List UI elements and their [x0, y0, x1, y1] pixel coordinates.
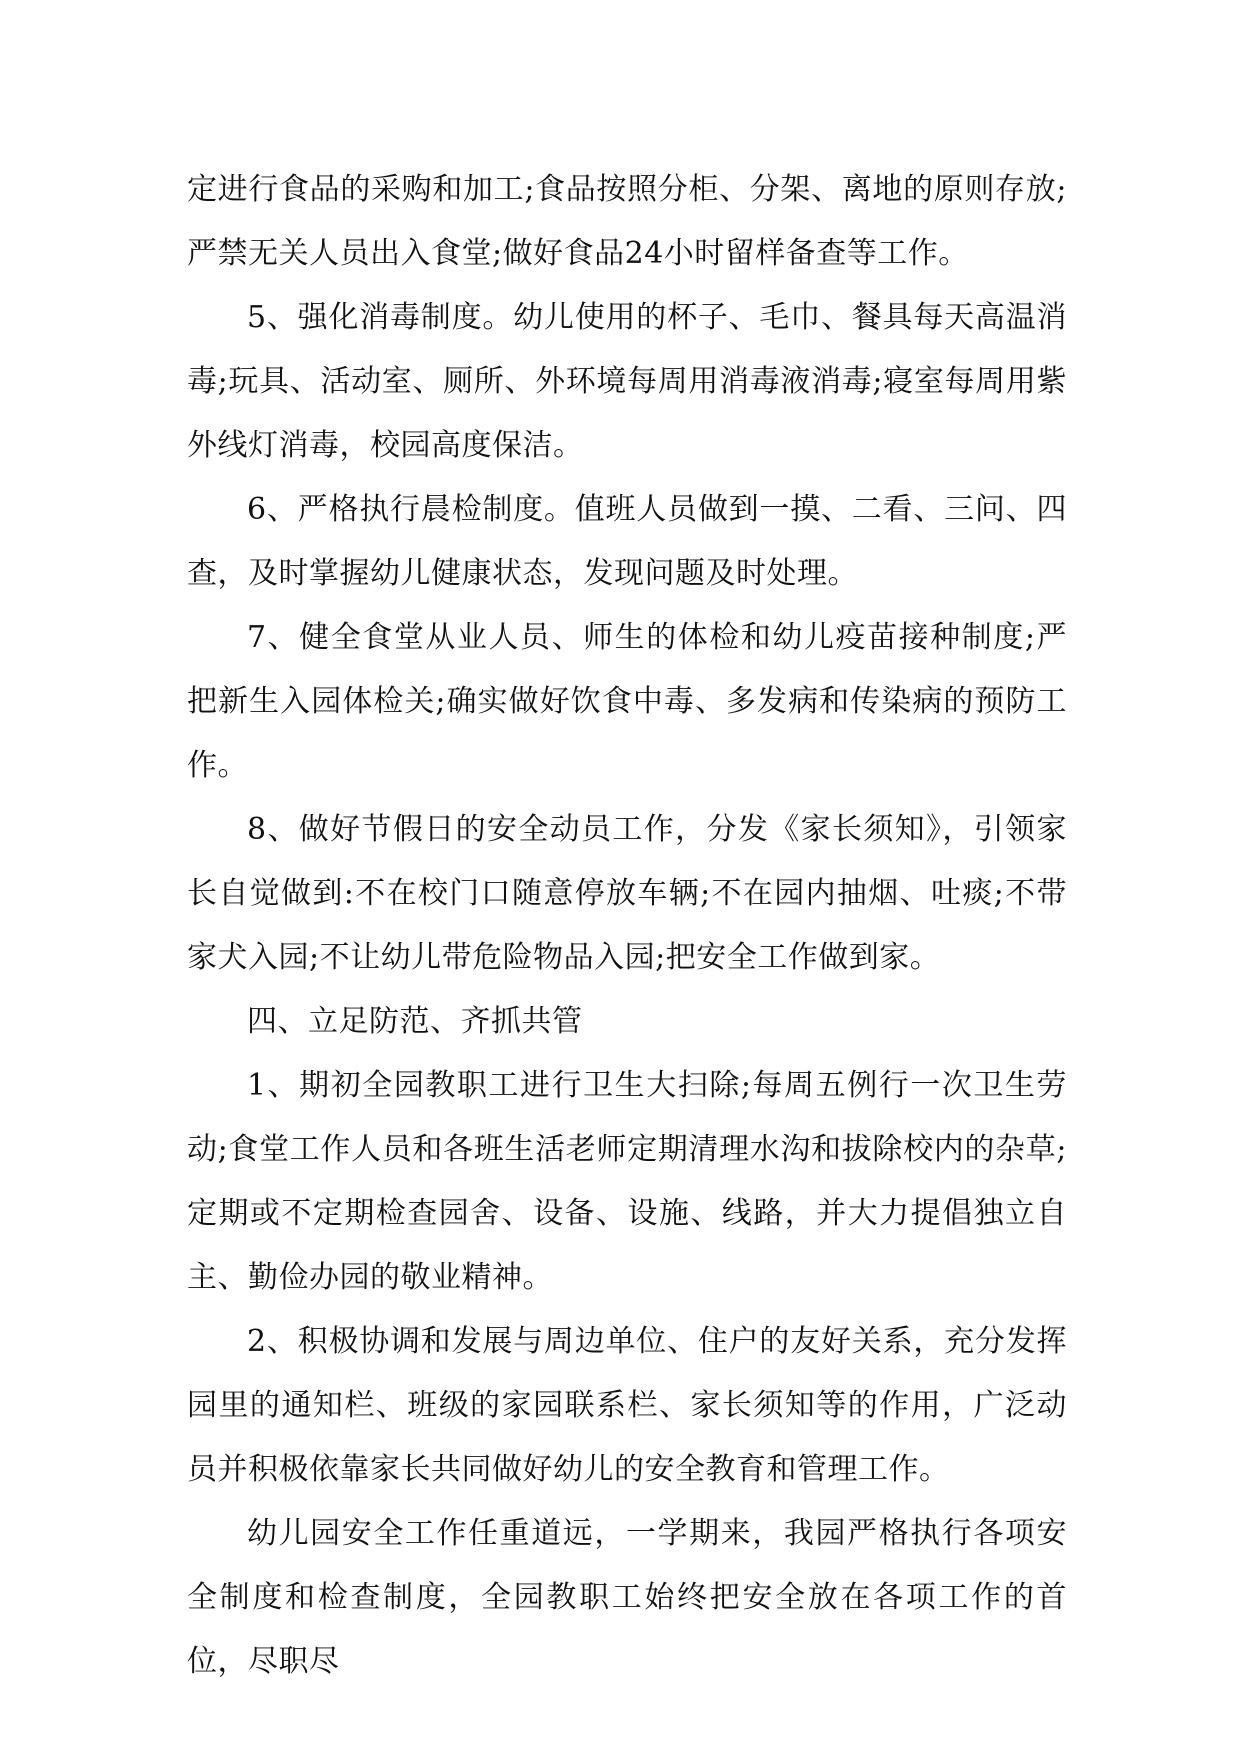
paragraph-disinfection: 5、强化消毒制度。幼儿使用的杯子、毛巾、餐具每天高温消毒;玩具、活动室、厕所、外环境每周用消毒液消毒;寝室每周用紫外线灯消毒，校园高度保洁。 [187, 300, 1067, 463]
paragraph-cleaning: 1、期初全园教职工进行卫生大扫除;每周五例行一次卫生劳动;食堂工作人员和各班生活老师定期清理水沟和拔除校内的杂草;定期或不定期检查园舍、设备、设施、线路，并大力提倡独立自主、勤俭办园的敬业精神。 [187, 1068, 1067, 1295]
paragraph-summary: 幼儿园安全工作任重道远，一学期来，我园严格执行各项安全制度和检查制度，全园教职工始终把安全放在各项工作的首位，尽职尽 [187, 1516, 1067, 1679]
paragraph-morning-check: 6、严格执行晨检制度。值班人员做到一摸、二看、三问、四查，及时掌握幼儿健康状态，发现问题及时处理。 [187, 492, 1067, 591]
document-body [187, 158, 1067, 1694]
paragraph-community: 2、积极协调和发展与周边单位、住户的友好关系，充分发挥园里的通知栏、班级的家园联系栏、家长须知等的作用，广泛动员并积极依靠家长共同做好幼儿的安全教育和管理工作。 [187, 1324, 1067, 1487]
paragraph-holiday-safety: 8、做好节假日的安全动员工作，分发《家长须知》，引领家长自觉做到:不在校门口随意停放车辆;不在园内抽烟、吐痰;不带家犬入园;不让幼儿带危险物品入园;把安全工作做到家。 [187, 812, 1067, 975]
paragraph-health-check: 7、健全食堂从业人员、师生的体检和幼儿疫苗接种制度;严把新生入园体检关;确实做好饮食中毒、多发病和传染病的预防工作。 [187, 620, 1067, 783]
paragraph-food-storage: 定进行食品的采购和加工;食品按照分柜、分架、离地的原则存放;严禁无关人员出入食堂;做好食品24小时留样备查等工作。 [187, 172, 1067, 271]
section-heading-prevention: 四、立足防范、齐抓共管 [247, 1004, 583, 1039]
